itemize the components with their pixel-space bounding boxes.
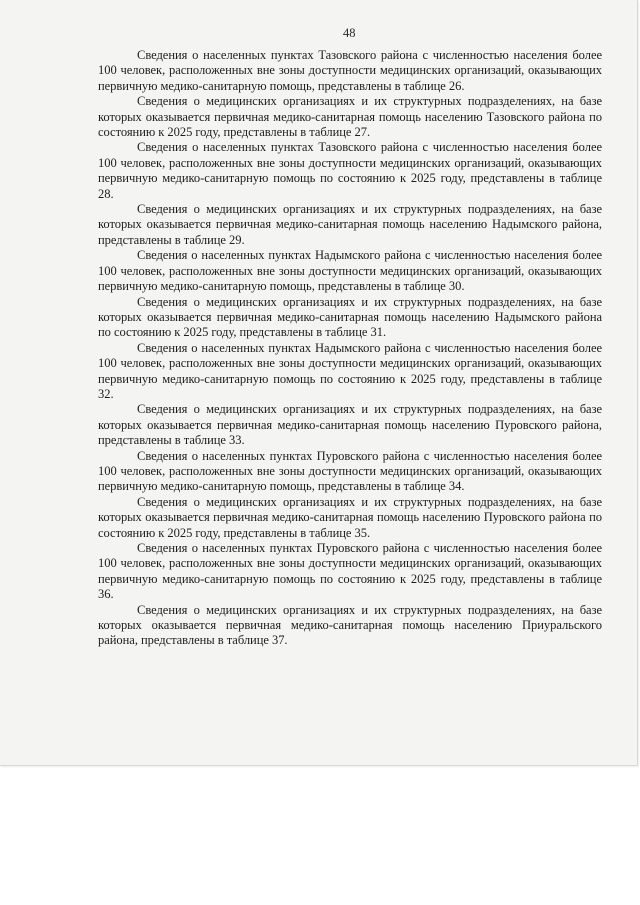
paragraph: Сведения о медицинских организациях и их структурных подразделениях, на базе которых оказывается первичная медико-санитарная помощь населению Пуровского района по состоянию к 2025 году, представлены в таблице 35.	[98, 494, 602, 540]
paragraph: Сведения о населенных пунктах Надымского района с численностью населения более 100 человек, расположенных вне зоны доступности медицинских организаций, оказывающих первичную медико-санитарную помощь по состоянию к 2025 году, представлены в таблице 32.	[98, 340, 602, 401]
paragraph: Сведения о населенных пунктах Пуровского района с численностью населения более 100 человек, расположенных вне зоны доступности медицинских организаций, оказывающих первичную медико-санитарную помощь по состоянию к 2025 году, представлены в таблице 36.	[98, 541, 602, 602]
paragraph: Сведения о медицинских организациях и их структурных подразделениях, на базе которых оказывается первичная медико-санитарная помощь населению Тазовского района по состоянию к 2025 году, представлены в таблице 27.	[98, 94, 602, 140]
paragraph: Сведения о населенных пунктах Тазовского района с численностью населения более 100 человек, расположенных вне зоны доступности медицинских организаций, оказывающих первичную медико-санитарную помощь по состоянию к 2025 году, представлены в таблице 28.	[98, 140, 602, 201]
paragraph: Сведения о населенных пунктах Тазовского района с численностью населения более 100 человек, расположенных вне зоны доступности медицинских организаций, оказывающих первичную медико-санитарную помощь, представлены в таблице 26.	[98, 48, 602, 93]
paragraph: Сведения о населенных пунктах Надымского района с численностью населения более 100 человек, расположенных вне зоны доступности медицинских организаций, оказывающих первичную медико-санитарную помощь, представлены в таблице 30.	[98, 248, 602, 294]
paragraph: Сведения о медицинских организациях и их структурных подразделениях, на базе которых оказывается первичная медико-санитарная помощь населению Приуральского района, представлены в таблице 37.	[98, 602, 602, 648]
paragraph: Сведения о медицинских организациях и их структурных подразделениях, на базе которых оказывается первичная медико-санитарная помощь населению Надымского района, представлены в таблице 29.	[98, 202, 602, 247]
paragraph: Сведения о населенных пунктах Пуровского района с численностью населения более 100 человек, расположенных вне зоны доступности медицинских организаций, оказывающих первичную медико-санитарную помощь, представлены в таблице 34.	[98, 448, 602, 494]
page-number: 48	[343, 26, 356, 40]
paragraph: Сведения о медицинских организациях и их структурных подразделениях, на базе которых оказывается первичная медико-санитарная помощь населению Надымского района по состоянию к 2025 году, представлены в таблице 31.	[98, 294, 602, 340]
paragraph: Сведения о медицинских организациях и их структурных подразделениях, на базе которых оказывается первичная медико-санитарная помощь населению Пуровского района, представлены в таблице 33.	[98, 402, 602, 448]
page-body	[98, 48, 602, 649]
